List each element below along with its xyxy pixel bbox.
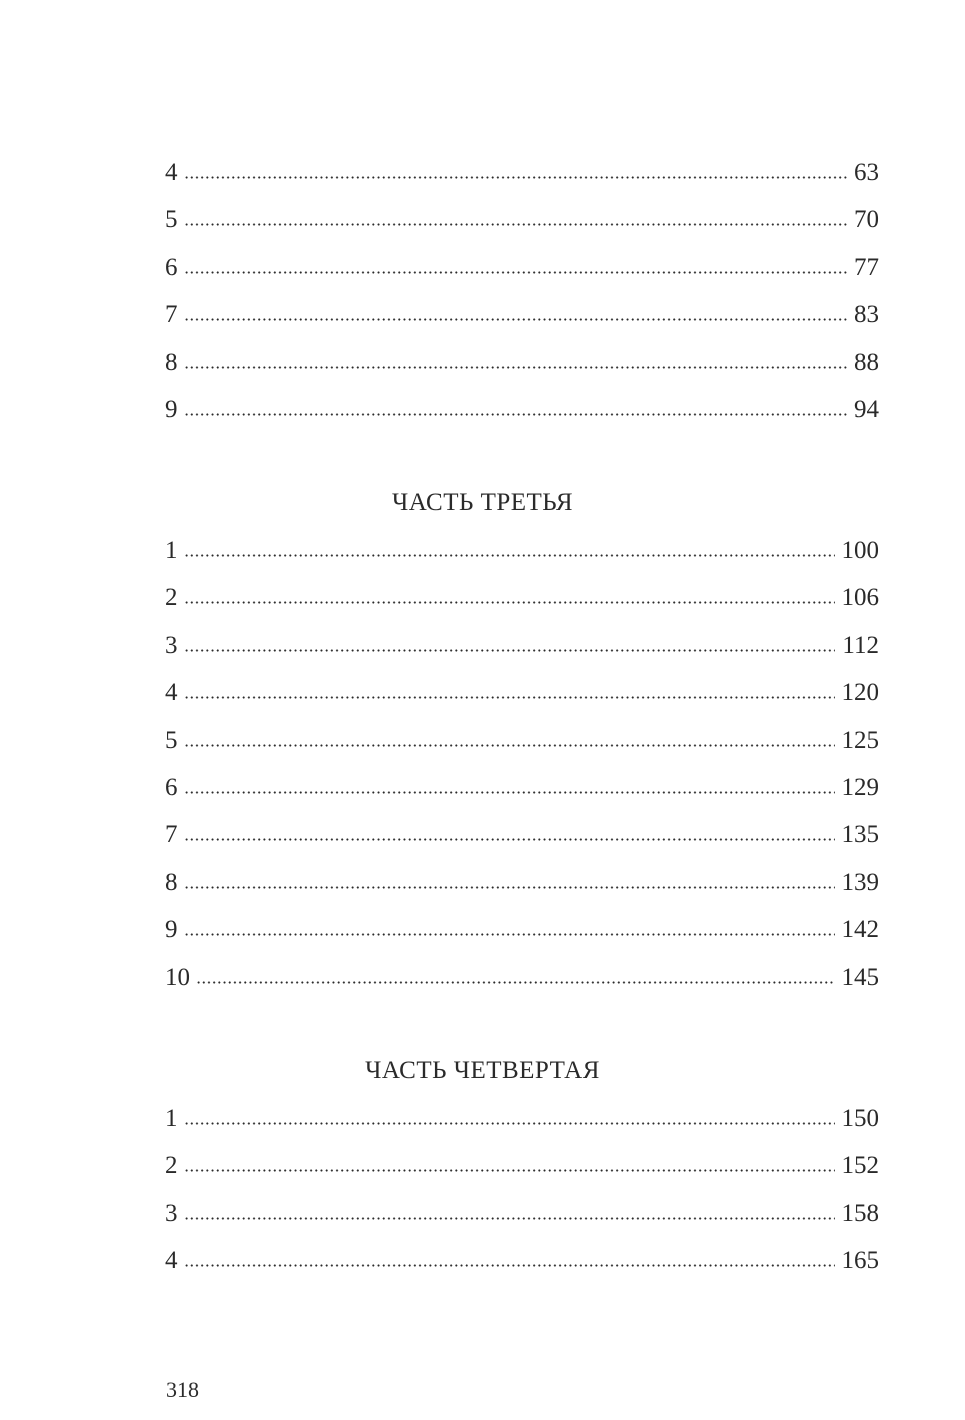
dot-leader xyxy=(184,601,835,604)
toc-entry xyxy=(165,764,879,811)
chapter-number: 3 xyxy=(165,1199,178,1227)
dot-leader xyxy=(184,696,835,699)
toc-part-three xyxy=(165,527,879,1001)
part-four-heading: ЧАСТЬ ЧЕТВЕРТАЯ xyxy=(365,1057,600,1084)
toc-entry xyxy=(165,622,879,669)
chapter-number: 4 xyxy=(165,679,178,707)
toc-entry xyxy=(165,1190,879,1237)
toc-entry xyxy=(165,244,879,291)
toc-entry xyxy=(165,527,879,574)
page-number: 125 xyxy=(841,726,879,754)
dot-leader xyxy=(196,981,835,984)
dot-leader xyxy=(184,1264,835,1267)
chapter-number: 2 xyxy=(165,1152,178,1180)
dot-leader xyxy=(184,318,848,321)
chapter-number: 6 xyxy=(165,253,178,281)
part-three-heading: ЧАСТЬ ТРЕТЬЯ xyxy=(391,489,574,516)
chapter-number: 9 xyxy=(165,395,178,423)
toc-part-two-tail xyxy=(165,149,879,433)
chapter-number: 4 xyxy=(165,1247,178,1275)
page-number: 129 xyxy=(841,773,879,801)
dot-leader xyxy=(184,933,835,936)
toc-entry xyxy=(165,149,879,196)
page-number: 63 xyxy=(854,159,879,186)
toc-entry xyxy=(165,954,879,1001)
page-number: 165 xyxy=(841,1247,879,1275)
toc-entry xyxy=(165,906,879,953)
toc-entry xyxy=(165,1237,879,1284)
toc-entry xyxy=(165,574,879,621)
dot-leader xyxy=(184,649,836,652)
toc-entry xyxy=(165,811,879,858)
chapter-number: 9 xyxy=(165,916,178,944)
page-number: 88 xyxy=(854,348,879,376)
folio-page-number: 318 xyxy=(166,1377,199,1402)
page-number: 135 xyxy=(841,821,879,849)
page-number: 100 xyxy=(841,537,879,564)
dot-leader xyxy=(184,413,848,416)
page-number: 120 xyxy=(841,679,879,707)
chapter-number: 1 xyxy=(165,1105,178,1132)
page-number: 152 xyxy=(841,1152,879,1180)
chapter-number: 8 xyxy=(165,868,178,896)
page-number: 77 xyxy=(854,253,879,281)
page-number: 106 xyxy=(841,584,879,612)
chapter-number: 4 xyxy=(165,159,178,186)
chapter-number: 7 xyxy=(165,821,178,849)
chapter-number: 8 xyxy=(165,348,178,376)
page-number: 112 xyxy=(842,631,879,659)
dot-leader xyxy=(184,744,835,747)
page-number: 70 xyxy=(854,206,879,234)
toc-entry xyxy=(165,386,879,433)
dot-leader xyxy=(184,223,848,226)
toc-part-four xyxy=(165,1095,879,1285)
page-number: 150 xyxy=(841,1105,879,1132)
dot-leader xyxy=(184,366,848,369)
toc-entry xyxy=(165,339,879,386)
chapter-number: 2 xyxy=(165,584,178,612)
toc-entry xyxy=(165,291,879,338)
page-number: 158 xyxy=(841,1199,879,1227)
page-number: 139 xyxy=(841,868,879,896)
toc-entry xyxy=(165,717,879,764)
dot-leader xyxy=(184,1122,835,1125)
page-number: 94 xyxy=(854,395,879,423)
toc-entry xyxy=(165,196,879,243)
chapter-number: 5 xyxy=(165,726,178,754)
page-number: 83 xyxy=(854,301,879,329)
chapter-number: 6 xyxy=(165,773,178,801)
chapter-number: 7 xyxy=(165,301,178,329)
page-number: 142 xyxy=(841,916,879,944)
toc-entry xyxy=(165,1142,879,1189)
chapter-number: 3 xyxy=(165,631,178,659)
chapter-number: 10 xyxy=(165,963,190,991)
dot-leader xyxy=(184,886,835,889)
dot-leader xyxy=(184,554,835,557)
page-number: 145 xyxy=(841,963,879,991)
dot-leader xyxy=(184,1217,835,1220)
toc-entry xyxy=(165,859,879,906)
toc-entry xyxy=(165,669,879,716)
chapter-number: 5 xyxy=(165,206,178,234)
dot-leader xyxy=(184,271,848,274)
chapter-number: 1 xyxy=(165,537,178,564)
dot-leader xyxy=(184,838,835,841)
dot-leader xyxy=(184,791,835,794)
dot-leader xyxy=(184,176,848,179)
dot-leader xyxy=(184,1169,835,1172)
toc-entry xyxy=(165,1095,879,1142)
